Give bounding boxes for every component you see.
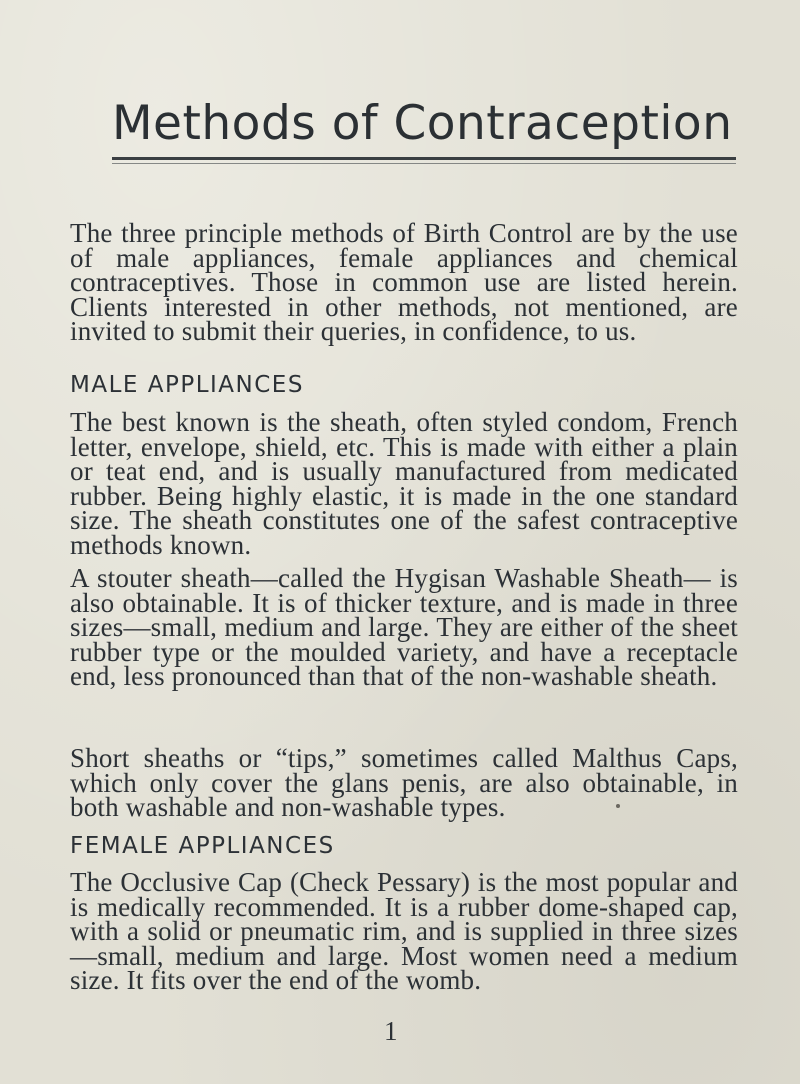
section-heading-male: MALE APPLIANCES bbox=[70, 372, 304, 398]
paper-speck bbox=[616, 804, 620, 808]
male-paragraph-2: A stouter sheath—called the Hygisan Washable Sheath— is also obtainable. It is of thicker texture, and is made in three sizes—small, medium and large. They are either of the sheet rubber type or the moulded variety, and have a receptacle end, less pronounced than that of the non-washable sheath. bbox=[70, 563, 738, 692]
title-underline-thin bbox=[112, 163, 736, 164]
section-heading-female: FEMALE APPLIANCES bbox=[70, 833, 335, 859]
male-paragraph-3: Short sheaths or “tips,” sometimes called Malthus Caps, which only cover the glans penis, are also obtainable, in both washable and non-washable types. bbox=[70, 743, 738, 823]
page-number: 1 bbox=[384, 1016, 398, 1046]
title-underline bbox=[112, 157, 736, 160]
intro-paragraph: The three principle methods of Birth Control are by the use of male appliances, female appliances and chemical contraceptives. Those in common use are listed herein. Clients interested in other methods, not mentioned, are invited to submit their queries, in confidence, to us. bbox=[70, 218, 738, 347]
male-paragraph-1: The best known is the sheath, often styled condom, French letter, envelope, shield, etc. This is made with either a plain or teat end, and is usually manufactured from medicated rubber. Being highly elastic, it is made in the one standard size. The sheath constitutes one of the safest contraceptive methods known. bbox=[70, 407, 738, 560]
page-title: Methods of Contraception bbox=[112, 96, 733, 151]
female-paragraph-1: The Occlusive Cap (Check Pessary) is the most popular and is medically recommended. It is a rubber dome-shaped cap, with a solid or pneumatic rim, and is supplied in three sizes—small, medium and large. Most women need a medium size. It fits over the end of the womb. bbox=[70, 867, 738, 996]
